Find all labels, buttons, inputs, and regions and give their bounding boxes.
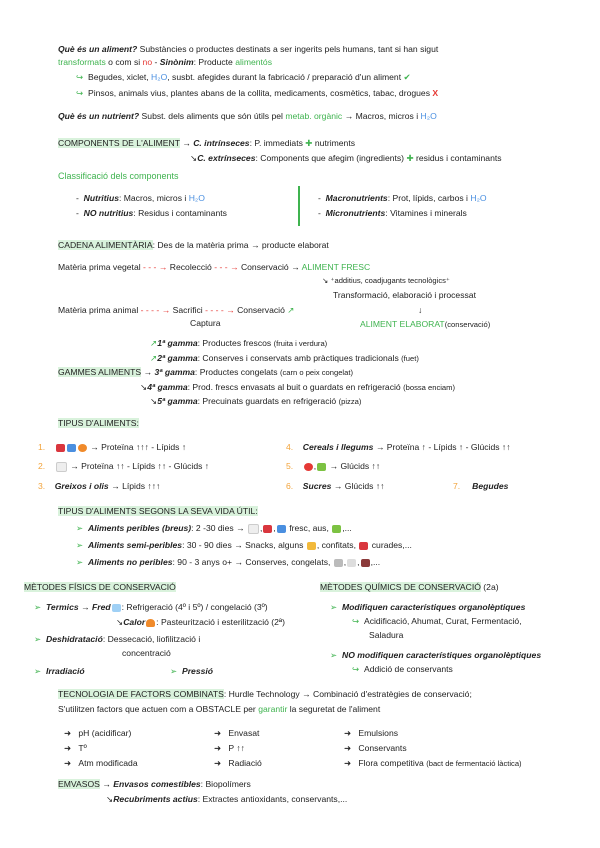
transformacio: Transformació, elaboració i processat: [333, 290, 476, 300]
tipus-3: 3. Greixos i olis → Lípids ↑↑↑: [38, 481, 161, 491]
fire-icon: [146, 619, 155, 627]
micronutrients-item: - Micronutrients: Vitamines i minerals: [318, 208, 467, 218]
no-modifiquen-item: ➢ NO modifiquen característiques organolèptiques: [330, 650, 542, 660]
components-heading: COMPONENTS DE L'ALIMENT → C. intrínseces: P. immediats ✚ nutriments: [58, 138, 356, 148]
termics-item: ➢ Termics → Fred : Refrigeració (4º i 5º) / congelació (3º): [34, 602, 268, 612]
pressio-item: ➢ Pressió: [170, 666, 214, 676]
tecnologia-heading: TECNOLOGIA DE FACTORS COMBINATS: Hurdle Technology → Combinació d'estratègies de conservació;: [58, 689, 472, 699]
aliment-definition: Què és un aliment? Substàncies o productes destinats a ser ingerits pels humans, tant si han sigut: [58, 44, 439, 54]
tipus-1: 1. → Proteïna ↑↑↑ - Lípids ↑: [38, 442, 187, 452]
cheese-icon: [307, 542, 316, 550]
egg-icon: [78, 444, 87, 452]
question: Què és un aliment?: [58, 44, 138, 54]
quimics-heading: MÈTODES QUÍMICS DE CONSERVACIÓ (2a): [320, 582, 499, 592]
jar-icon: [347, 559, 356, 567]
nutritius-item: - Nutritius: Macros, micros i H₂O: [76, 193, 205, 203]
tipus-heading: TIPUS D'ALIMENTS:: [58, 418, 139, 428]
tecnologia-desc: S'utilitzen factors que actuen com a OBSTACLE per garantir la seguretat de l'aliment: [58, 704, 381, 714]
vegetable-icon: [317, 463, 326, 471]
arrow-bullet-icon: ↪: [76, 88, 84, 98]
down-arrow-icon: ↓: [418, 305, 423, 315]
tipus-2: 2. → Proteïna ↑↑ - Lípids ↑↑ - Glúcids ↑: [38, 461, 210, 471]
aliment-definition-2: transformats o com si no - Sinònim: Producte alimentós: [58, 57, 272, 67]
gamma-2: ↗2ª gamma: Conserves i conservats amb pràctiques tradicionals (fuet): [150, 353, 419, 363]
gammes-heading: GAMMES ALIMENTS → 3ª gamma: Productes congelats (carn o peix congelat): [58, 367, 353, 377]
tipus-5: 5. , → Glúcids ↑↑: [286, 461, 381, 471]
tec-col-2: ➜ Envasat ➜ P ↑↑ ➜ Radiació: [214, 728, 262, 768]
fish-icon: [277, 525, 286, 533]
additius-note: ↘ ⁺additius, coadjugants tecnològics⁺: [322, 276, 450, 285]
no-nutritius-item: - NO nutritius: Residus i contaminants: [76, 208, 227, 218]
no-peribles-item: ➢ Aliments no peribles: 90 - 3 anys o+ → Conserves, congelats, , , ,...: [76, 557, 381, 567]
gamma-1: ↗1ª gamma: Productes frescos (fruita i verdura): [150, 338, 328, 348]
aliment-elaborat: ALIMENT ELABORAT(conservació): [360, 319, 491, 329]
no-modifiquen-list: ↪ Addició de conservants: [352, 664, 453, 674]
captura: Captura: [190, 318, 221, 328]
modifiquen-item: ➢ Modifiquen característiques organolèptiques: [330, 602, 526, 612]
cadena-animal: Matèria prima animal - - - - → Sacrifici - - - - → Conservació ↗: [58, 305, 295, 315]
vida-heading: TIPUS D'ALIMENTS SEGONS LA SEVA VIDA ÚTIL:: [58, 506, 258, 516]
nutrient-definition: Què és un nutrient? Subst. dels aliments que són útils pel metab. orgànic → Macros, micros i H₂O: [58, 111, 437, 121]
plus-icon: ✚: [406, 153, 414, 163]
gamma-4: ↘4ª gamma: Prod. frescs envasats al buit o guardats en refrigeració (bossa enciam): [140, 382, 456, 392]
tipus-6: 6. Sucres → Glúcids ↑↑: [286, 481, 385, 491]
milk-icon: [56, 462, 67, 472]
semi-peribles-item: ➢ Aliments semi-peribles: 30 - 90 dies → Snacks, alguns , confitats, curades,...: [76, 540, 412, 550]
gamma-5: ↘5ª gamma: Precuinats guardats en refrigeració (pizza): [150, 396, 362, 406]
apple-icon: [304, 463, 313, 471]
ice-icon: [112, 604, 121, 612]
can-icon: [334, 559, 343, 567]
arrow-bullet-icon: ↪: [76, 72, 84, 82]
peribles-item: ➢ Aliments peribles (breus): 2 -30 dies → , , fresc, aus, ,...: [76, 523, 352, 533]
plus-icon: ✚: [305, 138, 313, 148]
vegetable-icon: [332, 525, 341, 533]
macronutrients-item: - Macronutrients: Prot, lípids, carbos i H₂O: [318, 193, 487, 203]
envasos-heading: EMVASOS → Envasos comestibles: Biopolímers: [58, 779, 251, 789]
irradiacio-item: ➢ Irradiació: [34, 666, 85, 676]
calor-item: ↘Calor : Pasteurització i esterilització (2ª): [116, 617, 285, 627]
aliment-no-item: ↪ Pinsos, animals vius, plantes abans de la collita, medicaments, cosmètics, tabac, drogues X: [76, 88, 439, 98]
cross-icon: X: [432, 88, 439, 98]
check-icon: ✔: [403, 72, 411, 82]
fish-icon: [67, 444, 76, 452]
meat-icon: [56, 444, 65, 452]
cadena-heading: CADENA ALIMENTÀRIA: Des de la matèria prima → producte elaborat: [58, 240, 329, 250]
milk-icon: [248, 524, 259, 534]
tec-col-1: ➜ pH (acidificar) ➜ Tº ➜ Atm modificada: [64, 728, 138, 768]
components-extrinsic: ↘C. extrínseces: Components que afegim (ingredients) ✚ residus i contaminants: [190, 153, 502, 163]
deshidratacio-cont: concentració: [122, 648, 171, 658]
chocolate-icon: [361, 559, 370, 567]
cadena-vegetal: Matèria prima vegetal - - - → Recolecció - - - → Conservació → ALIMENT FRESC: [58, 262, 371, 272]
tec-col-3: ➜ Emulsions ➜ Conservants ➜ Flora competitiva (bact de fermentació làctica): [344, 728, 522, 768]
tipus-7: 7. Begudes: [453, 481, 509, 491]
recubriments-item: ↘Recubriments actius: Extractes antioxidants, conservants,...: [106, 794, 348, 804]
aliment-yes-item: ↪ Begudes, xiclet, H₂O, susbt. afegides durant la fabricació / preparació d'un aliment ✔: [76, 72, 411, 82]
meat-icon: [263, 525, 272, 533]
classification-title: Classificació dels components: [58, 171, 179, 181]
fisics-heading: MÈTODES FÍSICS DE CONSERVACIÓ: [24, 582, 176, 592]
divider: [298, 186, 300, 226]
tipus-4: 4. Cereals i llegums → Proteïna ↑ - Lípids ↑ - Glúcids ↑↑: [286, 442, 511, 452]
deshidratacio-item: ➢ Deshidratació: Dessecació, liofilització i: [34, 634, 201, 644]
modifiquen-list: ↪ Acidificació, Ahumat, Curat, Fermentació,: [352, 616, 522, 626]
meat-icon: [359, 542, 368, 550]
saladura: Saladura: [369, 630, 404, 640]
